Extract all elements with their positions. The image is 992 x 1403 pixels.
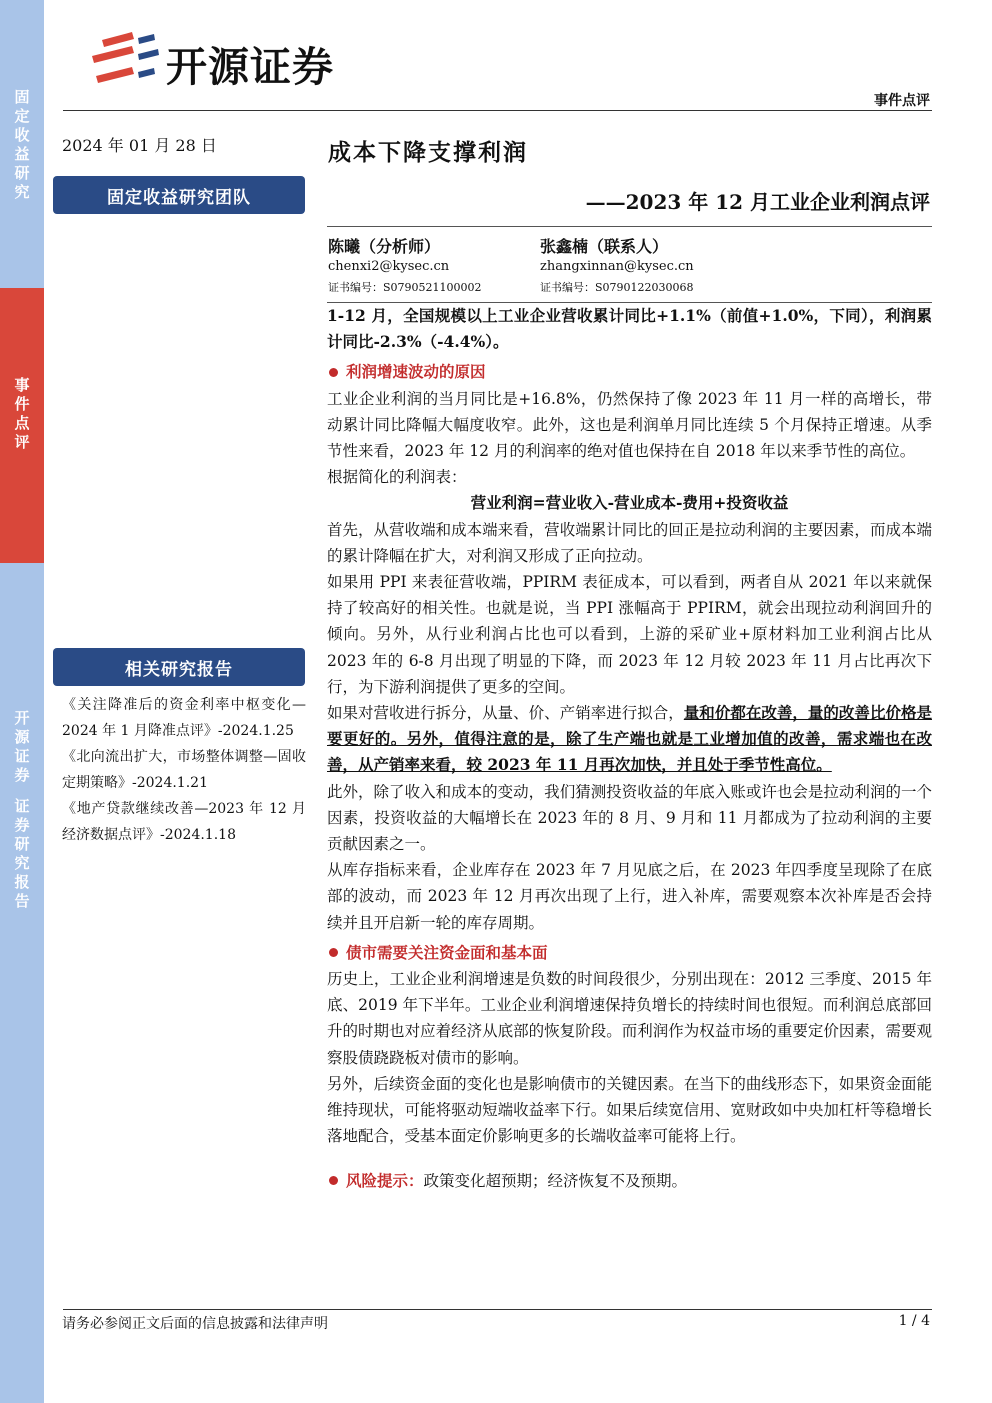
side-char: 证: [14, 747, 30, 765]
paragraph: 工业企业利润的当月同比是+16.8%，仍然保持了像 2023 年 11 月一样的高增长，带动累计同比降幅大幅度收窄。此外，这也是利润单月同比连续 5 个月保持正增速。从季节性来看，2023 年 12 月的利润率的绝对值也保持在自 2018 年以来季节性的高位。: [327, 389, 932, 461]
author-name: 陈曦（分析师）: [328, 237, 441, 256]
side-char: 证: [14, 797, 30, 815]
side-char: 收: [14, 126, 30, 144]
paragraph: 此外，除了收入和成本的变动，我们猜测投资收益的年底入账或许也会是拉动利润的一个因素，投资收益的大幅增长在 2023 年的 8 月、9 月和 11 月都成为了拉动利润的主要贡献因素之一。: [327, 782, 932, 854]
related-reports-banner: 相关研究报告: [53, 648, 305, 686]
section-heading: [327, 359, 932, 385]
side-tab-event-review: [0, 288, 44, 563]
report-subtitle: ——2023 年 12 月工业企业利润点评: [585, 190, 930, 214]
section-heading: [327, 940, 932, 966]
paragraph: 如果用 PPI 来表征营收端，PPIRM 表征成本，可以看到，两者自从 2021 年以来就保持了较高好的相关性。也就是说，当 PPI 涨幅高于 PPIRM，就会出现拉动利润回升的倾向。另外，从行业利润占比也可以看到，上游的采矿业+原材料加工业利润占比从 2023 年的 6-8 月出现了明显的下降，而 2023 年 12 月较 2023 年 11 月占比再次下行，为下游利润提供了更多的空间。: [327, 573, 932, 696]
brand-name: 开源证券: [166, 43, 334, 91]
side-char: 研: [14, 164, 30, 182]
paragraph: 另外，后续资金面的变化也是影响债市的关键因素。在当下的曲线形态下，如果资金面能维持现状，可能将驱动短端收益率下行。如果后续宽信用、宽财政如中央加杠杆等稳增长落地配合，受基本面定价影响更多的长端收益率可能将上行。: [327, 1074, 932, 1146]
paragraph: 从库存指标来看，企业库存在 2023 年 7 月见底之后，在 2023 年四季度呈现除了在底部的波动，而 2023 年 12 月再次出现了上行，进入补库，需要观察本次补库是否会持续并且开启新一轮的库存周期。: [327, 861, 932, 932]
side-char: 点: [14, 414, 30, 432]
related-report-item[interactable]: 《地产贷款继续改善—2023 年 12 月经济数据点评》-2024.1.18: [62, 801, 306, 843]
paragraph-text: 如果对营收进行拆分，从量、价、产销率进行拟合，: [327, 704, 684, 723]
report-date: 2024 年 01 月 28 日: [62, 136, 217, 155]
section-heading-text: 债市需要关注资金面和基本面: [346, 942, 548, 962]
side-char: 件: [14, 395, 30, 413]
bullet-dot-icon: [329, 948, 338, 957]
side-char: 究: [14, 183, 30, 201]
lead-summary: 1-12 月，全国规模以上工业企业营收累计同比+1.1%（前值+1.0%，下同），利润累计同比-2.3%（-4.4%）。: [327, 306, 932, 352]
risk-label: 风险提示：: [346, 1170, 424, 1190]
doc-type-label: 事件点评: [874, 93, 930, 109]
side-char: 券: [14, 766, 30, 784]
side-char: 源: [14, 728, 30, 746]
author-cert: 证书编号：S0790122030068: [540, 281, 694, 294]
risk-note: [327, 1168, 932, 1194]
author-analyst: [328, 234, 482, 295]
paragraph: 历史上，工业企业利润增速是负数的时间段很少，分别出现在：2012 三季度、2015 年底、2019 年下半年。工业企业利润增速保持负增长的持续时间也很短。而利润总底部回升的时期也对应着经济从底部的恢复阶段。而利润作为权益市场的重要定价因素，需要观察股债跷跷板对债市的影响。: [327, 970, 932, 1067]
side-char: 定: [14, 107, 30, 125]
paragraph: [327, 700, 932, 779]
side-char: 究: [14, 854, 30, 872]
author-email[interactable]: chenxi2@kysec.cn: [328, 259, 450, 274]
side-char: 评: [14, 433, 30, 451]
section-heading-text: 利润增速波动的原因: [346, 362, 486, 382]
page-number: 1 / 4: [898, 1313, 930, 1329]
side-char: 告: [14, 892, 30, 910]
bullet-dot-icon: [329, 1176, 338, 1185]
report-title: 成本下降支撑利润: [328, 139, 528, 166]
header-divider: [63, 110, 932, 111]
author-contact: [540, 234, 694, 295]
related-reports-list: [62, 692, 306, 848]
footer-disclaimer: 请务必参阅正文后面的信息披露和法律声明: [62, 1316, 328, 1332]
side-tab-kysec-research: [0, 563, 44, 1403]
report-body: [327, 303, 932, 1194]
author-email[interactable]: zhangxinnan@kysec.cn: [540, 259, 694, 274]
author-cert: 证书编号：S0790521100002: [328, 281, 482, 294]
side-char: 报: [14, 873, 30, 891]
side-char: 益: [14, 145, 30, 163]
paragraph: 根据简化的利润表：: [327, 468, 467, 487]
title-divider: [327, 226, 932, 227]
paragraph: 首先，从营收端和成本端来看，营收端累计同比的回正是拉动利润的主要因素，而成本端的累计降幅在扩大，对利润又形成了正向拉动。: [327, 520, 932, 565]
bullet-dot-icon: [329, 368, 338, 377]
team-banner: 固定收益研究团队: [53, 176, 305, 214]
side-tab-fixed-income: [0, 0, 44, 288]
footer-divider: [63, 1309, 932, 1310]
author-name: 张鑫楠（联系人）: [540, 237, 669, 256]
risk-text: 政策变化超预期；经济恢复不及预期。: [423, 1171, 688, 1190]
related-report-item[interactable]: 《关注降准后的资金利率中枢变化—2024 年 1 月降准点评》-2024.1.25: [62, 697, 306, 739]
side-char: 券: [14, 816, 30, 834]
side-char: 研: [14, 835, 30, 853]
side-char: 开: [14, 709, 30, 727]
side-char: 事: [14, 376, 30, 394]
profit-formula: 营业利润=营业收入-营业成本-费用+投资收益: [470, 493, 789, 513]
side-char: 固: [14, 88, 30, 106]
related-report-item[interactable]: 《北向流出扩大，市场整体调整—固收定期策略》-2024.1.21: [62, 749, 306, 791]
highlight-text: 量和价都在改善，量的改善比价格是要更好的。另外，值得注意的是，除了生产端也就是工业增加值的改善，需求端也在改善，从产销率来看，较 2023 年 11 月再次加快，并且处于季节性高位。: [327, 703, 932, 775]
